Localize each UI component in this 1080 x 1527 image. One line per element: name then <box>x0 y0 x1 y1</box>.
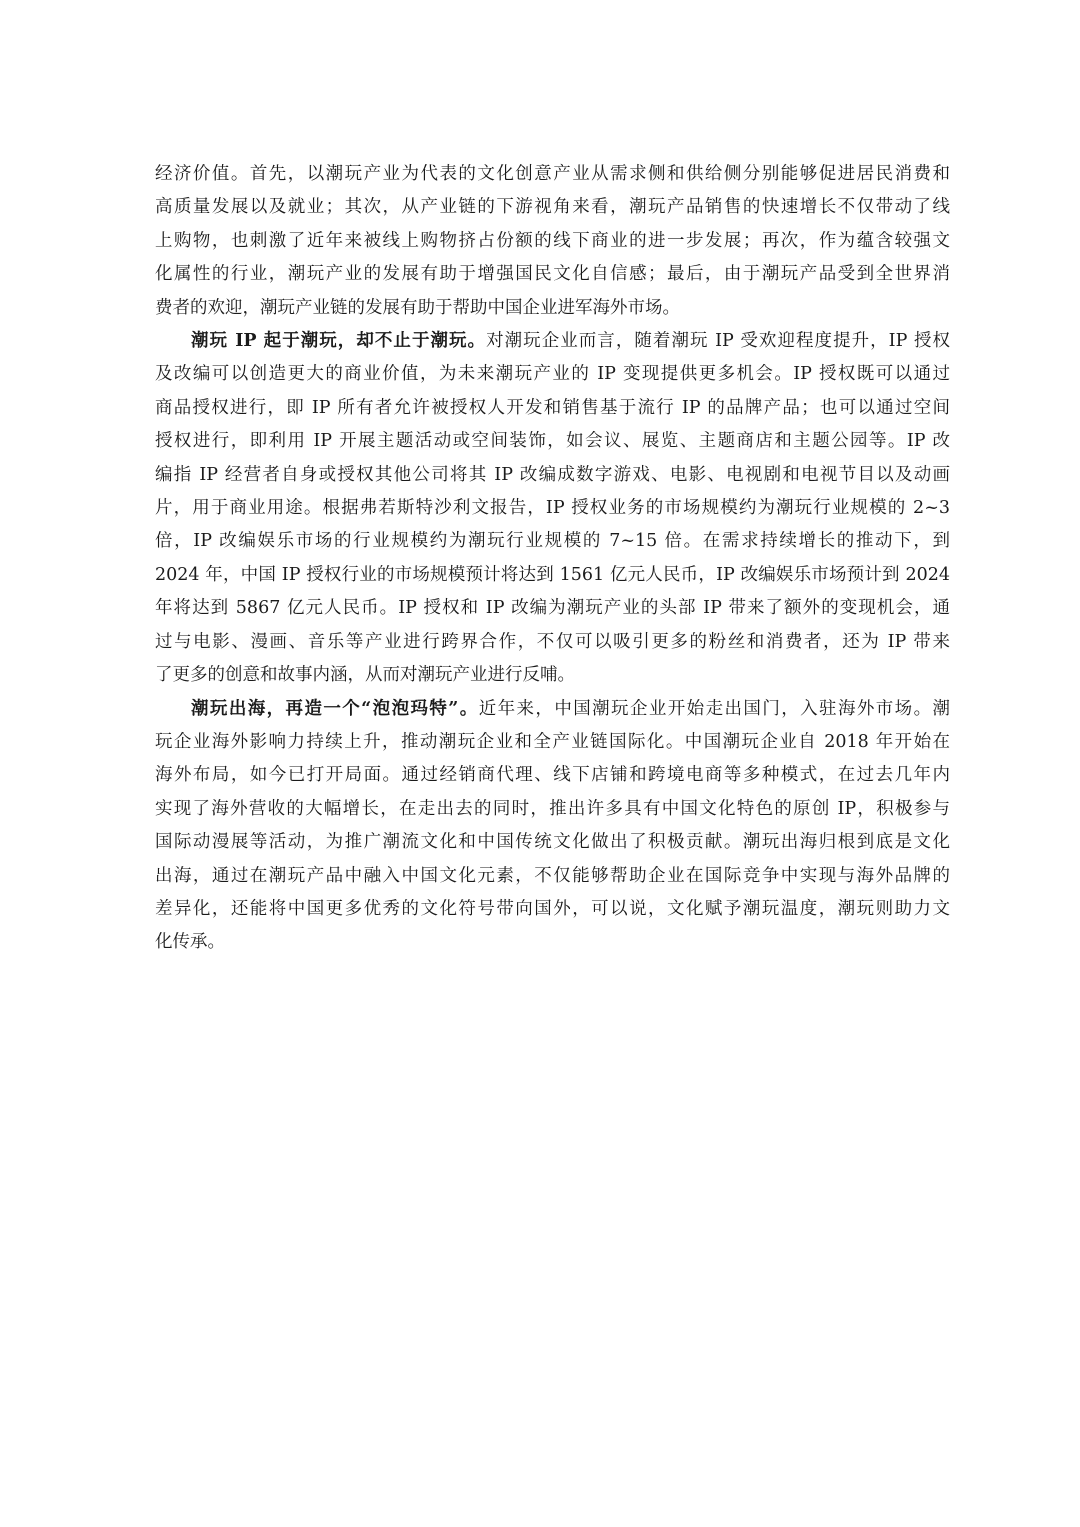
text-line: 国际动漫展等活动，为推广潮流文化和中国传统文化做出了积极贡献。潮玩出海归根到底是文化 <box>155 832 950 853</box>
text-line: 化属性的行业，潮玩产业的发展有助于增强国民文化自信感；最后，由于潮玩产品受到全世界消 <box>155 264 950 285</box>
text-line: 上购物，也刺激了近年来被线上购物挤占份额的线下商业的进一步发展；再次，作为蕴含较强文 <box>155 230 950 251</box>
text-line: 编指 IP 经营者自身或授权其他公司将其 IP 改编成数字游戏、电影、电视剧和电视节目以及动画 <box>155 464 950 485</box>
text-line: 2024 年，中国 IP 授权行业的市场规模预计将达到 1561 亿元人民币，IP 改编娱乐市场预计到 2024 <box>155 564 950 585</box>
paragraph-going-overseas <box>155 693 950 960</box>
text-line: 片，用于商业用途。根据弗若斯特沙利文报告，IP 授权业务的市场规模约为潮玩行业规模的 2~3 <box>155 498 950 519</box>
text-line: 化传承。 <box>155 932 225 953</box>
text-line: 实现了海外营收的大幅增长，在走出去的同时，推出许多具有中国文化特色的原创 IP，积极参与 <box>155 798 950 819</box>
text-line: 差异化，还能将中国更多优秀的文化符号带向国外，可以说，文化赋予潮玩温度，潮玩则助力文 <box>155 898 950 919</box>
text-line: 授权进行，即利用 IP 开展主题活动或空间装饰，如会议、展览、主题商店和主题公园等。IP 改 <box>155 431 950 452</box>
text-line-rest: 对潮玩企业而言，随着潮玩 IP 受欢迎程度提升，IP 授权 <box>486 331 950 352</box>
document-page <box>155 158 950 960</box>
text-line: 倍，IP 改编娱乐市场的行业规模约为潮玩行业规模的 7~15 倍。在需求持续增长的推动下，到 <box>155 531 950 552</box>
text-line: 玩企业海外影响力持续上升，推动潮玩企业和全产业链国际化。中国潮玩企业自 2018 年开始在 <box>155 731 950 752</box>
text-line: 年将达到 5867 亿元人民币。IP 授权和 IP 改编为潮玩产业的头部 IP 带来了额外的变现机会，通 <box>155 598 950 619</box>
text-line: 过与电影、漫画、音乐等产业进行跨界合作，不仅可以吸引更多的粉丝和消费者，还为 IP 带来 <box>155 631 950 652</box>
text-line: 费者的欢迎，潮玩产业链的发展有助于帮助中国企业进军海外市场。 <box>155 297 680 318</box>
text-line: 商品授权进行，即 IP 所有者允许被授权人开发和销售基于流行 IP 的品牌产品；也可以通过空间 <box>155 397 950 418</box>
text-line: 了更多的创意和故事内涵，从而对潮玩产业进行反哺。 <box>155 665 575 686</box>
text-line: 海外布局，如今已打开局面。通过经销商代理、线下店铺和跨境电商等多种模式，在过去几年内 <box>155 765 950 786</box>
text-line-rest: 近年来，中国潮玩企业开始走出国门，入驻海外市场。潮 <box>478 698 951 719</box>
paragraph-ip-licensing <box>155 325 950 692</box>
paragraph-economic-value <box>155 158 950 325</box>
paragraph-lead-heading: 潮玩出海，再造一个“泡泡玛特”。 <box>191 698 479 719</box>
text-line-first <box>155 325 950 358</box>
text-line: 及改编可以创造更大的商业价值，为未来潮玩产业的 IP 变现提供更多机会。IP 授权既可以通过 <box>155 364 950 385</box>
text-line: 高质量发展以及就业；其次，从产业链的下游视角来看，潮玩产品销售的快速增长不仅带动了线 <box>155 197 950 218</box>
text-line-first <box>155 693 950 726</box>
text-line: 经济价值。首先，以潮玩产业为代表的文化创意产业从需求侧和供给侧分别能够促进居民消费和 <box>155 164 950 184</box>
text-line: 出海，通过在潮玩产品中融入中国文化元素，不仅能够帮助企业在国际竞争中实现与海外品牌的 <box>155 865 950 886</box>
paragraph-lead-heading: 潮玩 IP 起于潮玩，却不止于潮玩。 <box>191 331 487 352</box>
